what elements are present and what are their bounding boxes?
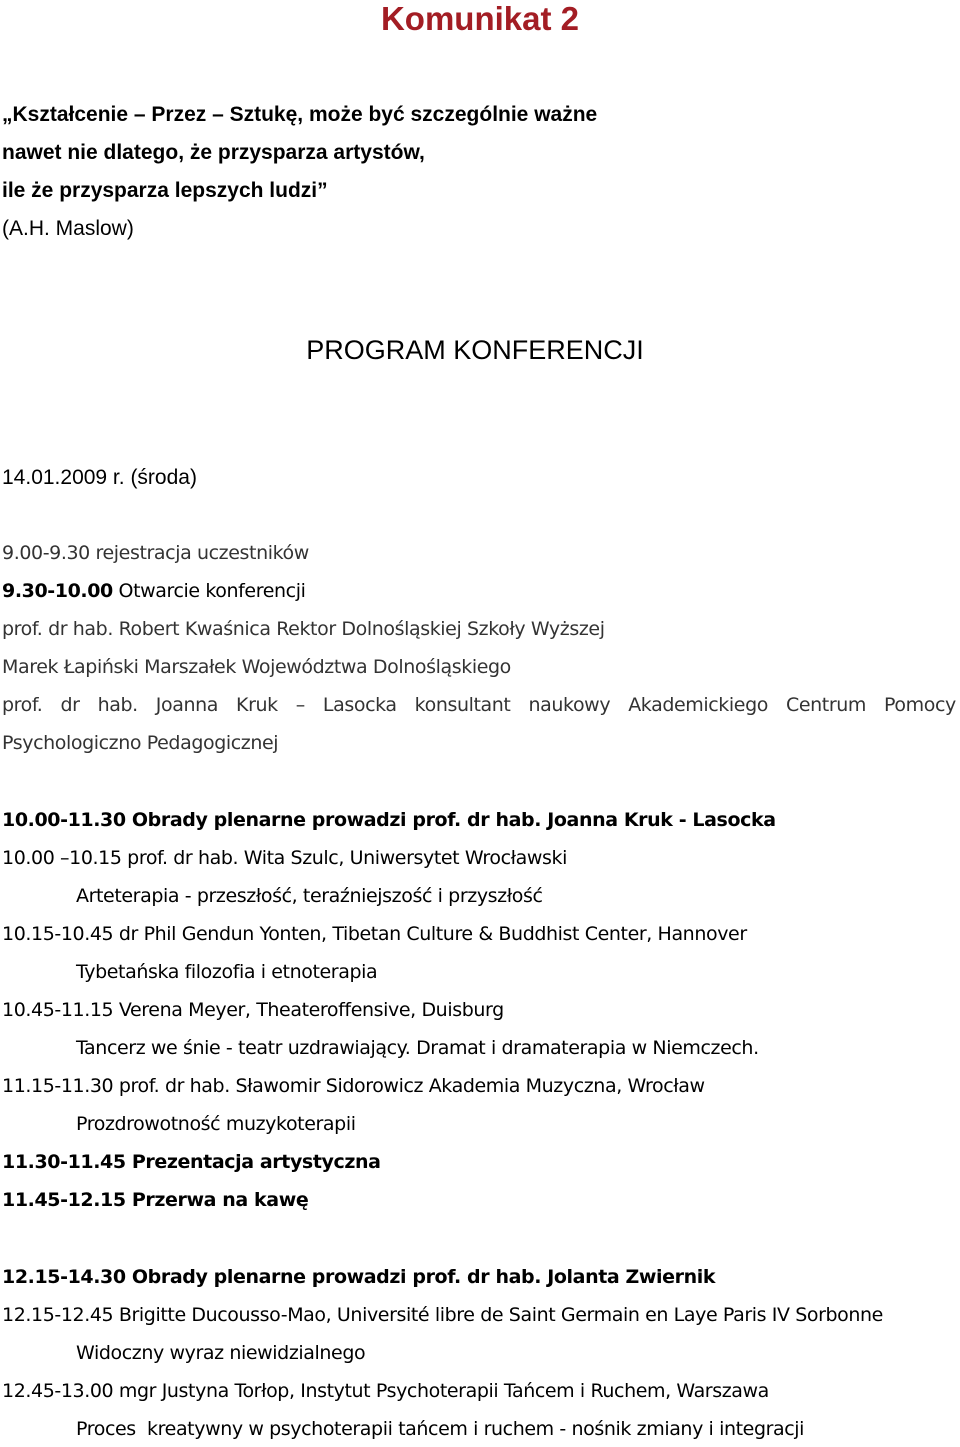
word: Joanna: [155, 694, 218, 716]
word: Centrum: [785, 694, 866, 716]
session-1-talk-3-topic: Tancerz we śnie - teatr uzdrawiający. Dramat i dramaterapia w Niemczech.: [76, 1037, 759, 1059]
conference-date: 14.01.2009 r. (środa): [2, 466, 197, 489]
quote-author: (A.H. Maslow): [2, 217, 134, 240]
word: –: [295, 694, 305, 716]
session-1-talk-2-topic: Tybetańska filozofia i etnoterapia: [76, 961, 378, 983]
document-title: Komunikat 2: [380, 0, 580, 37]
program-heading: PROGRAM KONFERENCJI: [306, 335, 644, 365]
opening-line: [2, 581, 305, 603]
session-1-talk-4-topic: Prozdrowotność muzykoterapii: [76, 1113, 356, 1135]
word: hab.: [97, 694, 138, 716]
session-2-talk-1: 12.15-12.45 Brigitte Ducousso-Mao, Université libre de Saint Germain en Laye Paris IV Sorbonne: [2, 1304, 883, 1326]
quote-line-2: nawet nie dlatego, że przysparza artystów,: [2, 141, 425, 164]
artistic-presentation: 11.30-11.45 Prezentacja artystyczna: [2, 1151, 381, 1173]
session-2-talk-1-topic: Widoczny wyraz niewidzialnego: [76, 1342, 366, 1364]
word: Lasocka: [322, 694, 397, 716]
opening-speaker-3: [2, 695, 956, 717]
word: naukowy: [528, 694, 611, 716]
opening-speaker-2: Marek Łapiński Marszałek Województwa Dolnośląskiego: [2, 656, 511, 678]
opening-speaker-3-cont: Psychologiczno Pedagogicznej: [2, 732, 279, 754]
opening-label: Otwarcie konferencji: [112, 580, 306, 602]
session-1-talk-3: 10.45-11.15 Verena Meyer, Theateroffensive, Duisburg: [2, 999, 504, 1021]
session-1-talk-1-topic: Arteterapia - przeszłość, teraźniejszość i przyszłość: [76, 885, 543, 907]
word: prof.: [2, 694, 43, 716]
quote-line-1: „Kształcenie – Przez – Sztukę, może być szczególnie ważne: [2, 103, 598, 126]
opening-time: 9.30-10.00: [2, 580, 113, 602]
registration-line: 9.00-9.30 rejestracja uczestników: [2, 542, 309, 564]
session-2-header: 12.15-14.30 Obrady plenarne prowadzi prof. dr hab. Jolanta Zwiernik: [2, 1266, 716, 1288]
word: Akademickiego: [628, 694, 768, 716]
session-1-header: 10.00-11.30 Obrady plenarne prowadzi prof. dr hab. Joanna Kruk - Lasocka: [2, 809, 776, 831]
opening-speaker-1: prof. dr hab. Robert Kwaśnica Rektor Dolnośląskiej Szkoły Wyższej: [2, 618, 605, 640]
word: Kruk: [236, 694, 278, 716]
word: konsultant: [414, 694, 511, 716]
word: dr: [60, 694, 80, 716]
session-1-talk-1: 10.00 –10.15 prof. dr hab. Wita Szulc, Uniwersytet Wrocławski: [2, 847, 568, 869]
word: Pomocy: [884, 694, 956, 716]
coffee-break: 11.45-12.15 Przerwa na kawę: [2, 1189, 309, 1211]
session-2-talk-2-topic: Proces kreatywny w psychoterapii tańcem i ruchem - nośnik zmiany i integracji: [76, 1418, 805, 1440]
quote-line-3: ile że przysparza lepszych ludzi”: [2, 179, 328, 202]
session-1-talk-2: 10.15-10.45 dr Phil Gendun Yonten, Tibetan Culture & Buddhist Center, Hannover: [2, 923, 747, 945]
session-1-talk-4: 11.15-11.30 prof. dr hab. Sławomir Sidorowicz Akademia Muzyczna, Wrocław: [2, 1075, 705, 1097]
session-2-talk-2: 12.45-13.00 mgr Justyna Torłop, Instytut Psychoterapii Tańcem i Ruchem, Warszawa: [2, 1380, 769, 1402]
